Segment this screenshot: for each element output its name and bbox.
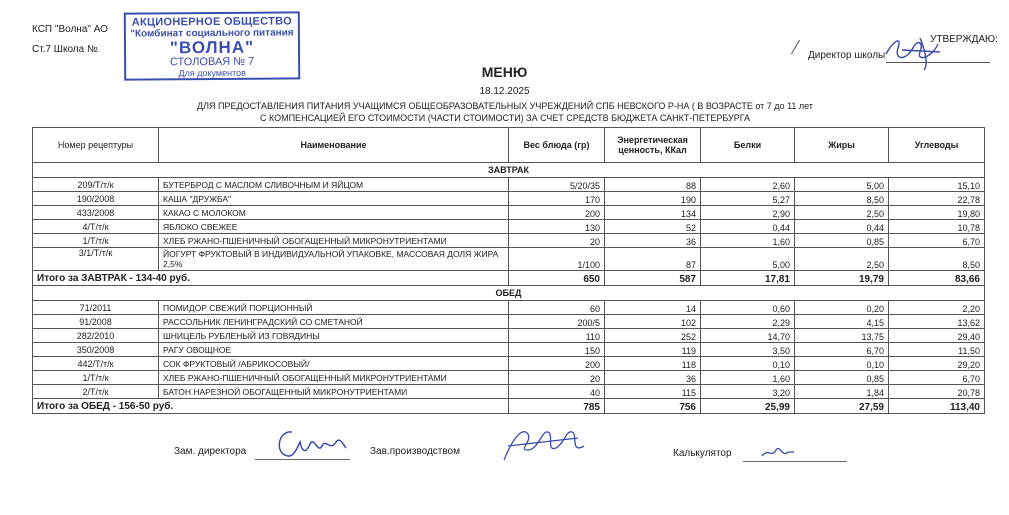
- total-protein: 17,81: [701, 271, 795, 286]
- menu-table: [32, 127, 985, 414]
- table-row: [33, 248, 985, 271]
- dish-kcal: 87: [605, 248, 701, 271]
- dish-weight: 20: [509, 234, 605, 248]
- lunch-total-row: [33, 399, 985, 414]
- dish-carbs: 22,78: [889, 192, 985, 206]
- dish-name: ПОМИДОР СВЕЖИЙ ПОРЦИОННЫЙ: [159, 301, 509, 315]
- dish-kcal: 88: [605, 178, 701, 192]
- recipe-code: 282/2010: [33, 329, 159, 343]
- dish-fat: 6,70: [795, 343, 889, 357]
- dish-fat: 0,44: [795, 220, 889, 234]
- total-weight: 785: [509, 399, 605, 414]
- col-carbs: Углеводы: [889, 128, 985, 163]
- school-line: Ст.7 Школа №: [32, 44, 98, 55]
- table-row: [33, 220, 985, 234]
- menu-date: 18.12.2025: [479, 86, 530, 97]
- breakfast-total-row: [33, 271, 985, 286]
- dish-fat: 8,50: [795, 192, 889, 206]
- production-manager-label: Зав.производством: [370, 446, 460, 457]
- table-row: [33, 371, 985, 385]
- section-header-breakfast: [33, 163, 985, 178]
- dish-fat: 0,85: [795, 371, 889, 385]
- stamp-line-4: СТОЛОВАЯ № 7: [169, 55, 255, 69]
- dish-protein: 14,70: [701, 329, 795, 343]
- dish-protein: 2,60: [701, 178, 795, 192]
- dish-fat: 2,50: [795, 206, 889, 220]
- dish-carbs: 29,40: [889, 329, 985, 343]
- dish-protein: 2,29: [701, 315, 795, 329]
- dish-weight: 40: [509, 385, 605, 399]
- dish-weight: 200/5: [509, 315, 605, 329]
- table-row: [33, 301, 985, 315]
- dish-fat: 1,84: [795, 385, 889, 399]
- dish-name: РАССОЛЬНИК ЛЕНИНГРАДСКИЙ СО СМЕТАНОЙ: [159, 315, 509, 329]
- dish-fat: 0,85: [795, 234, 889, 248]
- dish-kcal: 14: [605, 301, 701, 315]
- total-fat: 27,59: [795, 399, 889, 414]
- table-row: [33, 315, 985, 329]
- table-row: [33, 357, 985, 371]
- col-recipe-number: Номер рецептуры: [33, 128, 159, 163]
- dish-carbs: 6,70: [889, 234, 985, 248]
- dish-name: СОК ФРУКТОВЫЙ /АБРИКОСОВЫЙ/: [159, 357, 509, 371]
- org-name: КСП "Волна" АО: [32, 24, 108, 35]
- total-label: Итого за ЗАВТРАК - 134-40 руб.: [33, 271, 509, 286]
- dish-kcal: 52: [605, 220, 701, 234]
- recipe-code: 1/Т/т/к: [33, 234, 159, 248]
- director-label: Директор школы: [808, 50, 886, 61]
- dish-weight: 60: [509, 301, 605, 315]
- dish-carbs: 13,62: [889, 315, 985, 329]
- dish-carbs: 6,70: [889, 371, 985, 385]
- dish-name: БАТОН НАРЕЗНОЙ ОБОГАЩЕННЫЙ МИКРОНУТРИЕНТАМИ: [159, 385, 509, 399]
- total-protein: 25,99: [701, 399, 795, 414]
- dish-kcal: 190: [605, 192, 701, 206]
- dish-fat: 13,75: [795, 329, 889, 343]
- col-fat: Жиры: [795, 128, 889, 163]
- recipe-code: 209/Т/т/к: [33, 178, 159, 192]
- table-row: [33, 178, 985, 192]
- purpose-line-2: С КОМПЕНСАЦИЕЙ ЕГО СТОИМОСТИ (ЧАСТИ СТОИМОСТИ) ЗА СЧЕТ СРЕДСТВ БЮДЖЕТА САНКТ-ПЕТЕРБУРГА: [259, 113, 751, 123]
- calculator-signature: [758, 440, 798, 462]
- recipe-code: 190/2008: [33, 192, 159, 206]
- recipe-code: 433/2008: [33, 206, 159, 220]
- dish-name: ШНИЦЕЛЬ РУБЛЕНЫЙ ИЗ ГОВЯДИНЫ: [159, 329, 509, 343]
- table-row: [33, 343, 985, 357]
- dish-name: КАКАО С МОЛОКОМ: [159, 206, 509, 220]
- dish-protein: 3,50: [701, 343, 795, 357]
- dish-weight: 130: [509, 220, 605, 234]
- page-title: МЕНЮ: [481, 64, 528, 80]
- dish-name: ХЛЕБ РЖАНО-ПШЕНИЧНЫЙ ОБОГАЩЕННЫЙ МИКРОНУТРИЕНТАМИ: [159, 234, 509, 248]
- stamp-line-2: "Комбинат социального питания: [130, 27, 294, 40]
- dish-carbs: 10,78: [889, 220, 985, 234]
- col-protein: Белки: [701, 128, 795, 163]
- recipe-code: 4/Т/т/к: [33, 220, 159, 234]
- recipe-code: 350/2008: [33, 343, 159, 357]
- stamp-line-5: Для документов: [178, 67, 246, 79]
- stamp-line-1: АКЦИОНЕРНОЕ ОБЩЕСТВО: [131, 15, 293, 29]
- dish-fat: 2,50: [795, 248, 889, 271]
- dish-kcal: 115: [605, 385, 701, 399]
- dish-name: ХЛЕБ РЖАНО-ПШЕНИЧНЫЙ ОБОГАЩЕННЫЙ МИКРОНУТРИЕНТАМИ: [159, 371, 509, 385]
- dish-protein: 0,44: [701, 220, 795, 234]
- dish-protein: 5,00: [701, 248, 795, 271]
- dish-name: ЯБЛОКО СВЕЖЕЕ: [159, 220, 509, 234]
- dish-kcal: 102: [605, 315, 701, 329]
- dish-weight: 150: [509, 343, 605, 357]
- production-manager-signature: [498, 420, 588, 464]
- dish-protein: 0,10: [701, 357, 795, 371]
- table-header: [33, 128, 985, 163]
- dish-protein: 5,27: [701, 192, 795, 206]
- dish-protein: 1,60: [701, 371, 795, 385]
- dish-name: БУТЕРБРОД С МАСЛОМ СЛИВОЧНЫМ И ЯЙЦОМ: [159, 178, 509, 192]
- col-energy: Энергетическая ценность, ККал: [605, 128, 701, 163]
- dish-kcal: 36: [605, 371, 701, 385]
- dish-carbs: 19,80: [889, 206, 985, 220]
- total-kcal: 587: [605, 271, 701, 286]
- dish-carbs: 2,20: [889, 301, 985, 315]
- dish-protein: 3,20: [701, 385, 795, 399]
- total-fat: 19,79: [795, 271, 889, 286]
- dish-weight: 200: [509, 357, 605, 371]
- total-label: Итого за ОБЕД - 156-50 руб.: [33, 399, 509, 414]
- table-row: [33, 385, 985, 399]
- dish-name: ЙОГУРТ ФРУКТОВЫЙ В ИНДИВИДУАЛЬНОЙ УПАКОВКЕ, МАССОВАЯ ДОЛЯ ЖИРА 2,5%: [159, 248, 509, 271]
- dish-carbs: 8,50: [889, 248, 985, 271]
- total-weight: 650: [509, 271, 605, 286]
- purpose-line-1: ДЛЯ ПРЕДОСТАВЛЕНИЯ ПИТАНИЯ УЧАЩИМСЯ ОБЩЕОБРАЗОВАТЕЛЬНЫХ УЧРЕЖДЕНИЙ СПБ НЕВСКОГО Р-НА ( В ВОЗРАСТЕ от 7 до 11 лет: [197, 101, 813, 111]
- deputy-director-signature: [270, 424, 350, 464]
- total-kcal: 756: [605, 399, 701, 414]
- calculator-label: Калькулятор: [673, 448, 732, 459]
- approve-label: УТВЕРЖДАЮ:: [930, 34, 998, 45]
- dish-kcal: 118: [605, 357, 701, 371]
- total-carbs: 113,40: [889, 399, 985, 414]
- menu-purpose: [150, 100, 860, 124]
- dish-weight: 1/100: [509, 248, 605, 271]
- table-row: [33, 192, 985, 206]
- dish-kcal: 252: [605, 329, 701, 343]
- dish-carbs: 29,20: [889, 357, 985, 371]
- stamp-line-3: "ВОЛНА": [169, 37, 255, 58]
- dish-kcal: 134: [605, 206, 701, 220]
- section-title: ОБЕД: [33, 286, 985, 301]
- table-row: [33, 206, 985, 220]
- deputy-director-label: Зам. директора: [174, 446, 247, 457]
- dish-weight: 170: [509, 192, 605, 206]
- section-header-lunch: [33, 286, 985, 301]
- dish-kcal: 119: [605, 343, 701, 357]
- dish-kcal: 36: [605, 234, 701, 248]
- dish-weight: 200: [509, 206, 605, 220]
- col-weight: Вес блюда (гр): [509, 128, 605, 163]
- dish-fat: 4,15: [795, 315, 889, 329]
- dish-protein: 1,60: [701, 234, 795, 248]
- dish-protein: 0,60: [701, 301, 795, 315]
- dish-carbs: 20,78: [889, 385, 985, 399]
- dish-name: РАГУ ОВОЩНОЕ: [159, 343, 509, 357]
- recipe-code: 442/Т/т/к: [33, 357, 159, 371]
- section-title: ЗАВТРАК: [33, 163, 985, 178]
- recipe-code: 91/2008: [33, 315, 159, 329]
- recipe-code: 1/Т/т/к: [33, 371, 159, 385]
- dish-protein: 2,90: [701, 206, 795, 220]
- dish-fat: 0,20: [795, 301, 889, 315]
- recipe-code: 71/2011: [33, 301, 159, 315]
- dish-weight: 110: [509, 329, 605, 343]
- dish-carbs: 11,50: [889, 343, 985, 357]
- dish-weight: 20: [509, 371, 605, 385]
- recipe-code: 2/Т/т/к: [33, 385, 159, 399]
- table-row: [33, 234, 985, 248]
- total-carbs: 83,66: [889, 271, 985, 286]
- dish-fat: 5,00: [795, 178, 889, 192]
- dish-name: КАША "ДРУЖБА": [159, 192, 509, 206]
- recipe-code: 3/1/Т/т/к: [33, 248, 159, 271]
- table-row: [33, 329, 985, 343]
- dish-weight: 5/20/35: [509, 178, 605, 192]
- dish-fat: 0,10: [795, 357, 889, 371]
- dish-carbs: 15,10: [889, 178, 985, 192]
- col-name: Наименование: [159, 128, 509, 163]
